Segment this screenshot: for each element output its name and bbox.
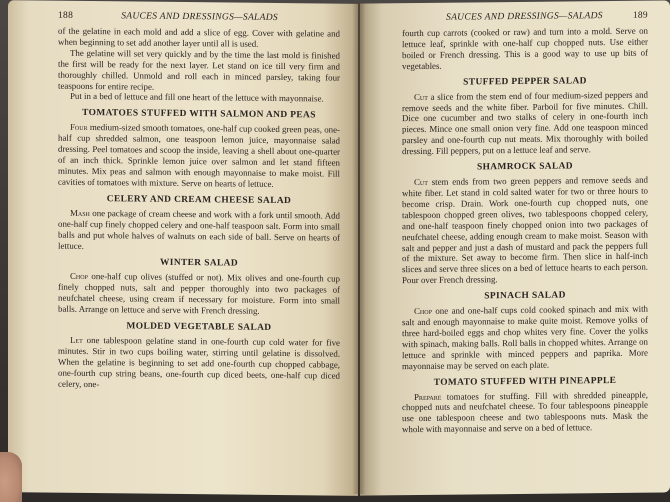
left-page-header bbox=[58, 11, 340, 24]
right-page bbox=[360, 0, 670, 495]
running-head: SAUCES AND DRESSINGS—SALADS bbox=[121, 11, 278, 23]
recipe-lead-word: Mash bbox=[70, 207, 90, 218]
recipe-title: STUFFED PEPPER SALAD bbox=[463, 75, 587, 88]
recipe-lead-word: Let bbox=[70, 334, 83, 345]
recipe-title: SPINACH SALAD bbox=[484, 290, 566, 302]
recipe-body bbox=[402, 175, 648, 287]
recipe-body bbox=[402, 304, 648, 372]
recipe-text: one and one-half cups cold cooked spinach and mix with salt and enough mayonnaise to make quite moist. Remove yolks of three hard-boiled eggs and chop whites very fine. Cover the yolks with spinach, making balls. Roll balls in chopped whites. Arrange on lettuce and sprinkle with minced peppers and paprika. More mayonnaise may be served on each plate. bbox=[402, 303, 648, 371]
recipe-text: medium-sized smooth tomatoes, one-half cup cooked green peas, one-half cup shredded salmon, one teaspoon lemon juice, mayonnaise salad dressing. Peel tomatoes and scoop the inside, leaving a shell about one-quarter of an inch thick. Sprinkle lemon juice over salmon and let stand fifteen minutes. Mix peas and salmon with enough mayonnaise to make moist. Fill cavities of tomatoes with mixture. Serve on hearts of lettuce. bbox=[58, 122, 340, 189]
recipe-lead-word: Prepare bbox=[414, 391, 442, 402]
paragraph: Put in a bed of lettuce and fill one heart of the lettuce with mayonnaise. bbox=[70, 91, 324, 104]
recipe-title: WINTER SALAD bbox=[160, 258, 238, 269]
recipe-body bbox=[58, 207, 340, 254]
paragraph: fourth cup carrots (cooked or raw) and turn into a mold. Serve on lettuce leaf, sprinkle with one-half cup chopped nuts. Use either boiled or French dressing. This is a good way to use up bits of vegetables. bbox=[402, 25, 648, 71]
recipe-body bbox=[58, 335, 340, 392]
recipe-title: TOMATOES STUFFED WITH SALMON AND PEAS bbox=[82, 108, 316, 121]
paragraph: The gelatine will set very quickly and by the time the last mold is finished the first will be ready for the next layer. Let stand on ice till very firm and thoroughly chilled. Unmold and roll each in minced parsley, taking four teaspoons for entire recipe. bbox=[58, 47, 340, 92]
running-head: SAUCES AND DRESSINGS—SALADS bbox=[446, 11, 603, 23]
recipe-body bbox=[58, 271, 340, 318]
recipe-body bbox=[402, 389, 648, 435]
recipe-title: SHAMROCK SALAD bbox=[477, 161, 573, 173]
recipe-text: one tablespoon gelatine stand in one-fourth cup cold water for five minutes. Stir in two cups boiling water, stirring until gelatine is dissolved. When the gelatine is beginning to set add one-fourth cup chopped cabbage, one-fourth cup string beans, one-fourth cup diced beets, one-half cup diced celery, one- bbox=[58, 334, 340, 389]
page-number: 189 bbox=[632, 10, 648, 21]
recipe-text: tomatoes for stuffing. Fill with shredded pineapple, chopped nuts and neufchatel cheese. To four tablespoons pineapple use one tablespoon cheese and two tablespoons nuts. Mask the whole with mayonnaise and serve on a bed of lettuce. bbox=[402, 389, 648, 435]
recipe-lead-word: Cut bbox=[414, 91, 428, 102]
page-number: 188 bbox=[58, 10, 74, 21]
recipe-title: CELERY AND CREAM CHEESE SALAD bbox=[106, 193, 292, 206]
right-page-header bbox=[402, 11, 648, 24]
paragraph: of the gelatine in each mold and add a slice of egg. Cover with gelatine and when beginning to set add another layer until all is used. bbox=[58, 25, 340, 49]
recipe-lead-word: Chop bbox=[414, 305, 432, 317]
open-book bbox=[8, 2, 670, 494]
recipe-text: one package of cream cheese and work with a fork until smooth. Add one-half cup finely chopped celery and one-half teaspoon salt. Form into small balls and put whole halves of walnuts on each side of ball. Serve on hearts of lettuce. bbox=[58, 207, 340, 251]
recipe-text: a slice from the stem end of four medium-sized peppers and remove seeds and the white fiber. Parboil for five minutes. Chill. Dice one cucumber and two stalks of celery in one-fourth inch pieces. Mince one small onion very fine. Add one teaspoon minced parsley and one-fourth cup nut meats. Mix thoroughly with boiled dressing. Fill peppers, put on a lettuce leaf and serve. bbox=[402, 89, 648, 157]
recipe-lead-word: Four bbox=[70, 122, 88, 133]
recipe-text: stem ends from two green peppers and remove seeds and white fiber. Let stand in cold salted water for two or three hours to become crisp. Drain. Work one-fourth cup chopped nuts, one tablespoon chopped green olives, two tablespoons chopped celery, and one-half teaspoon finely chopped onion into two packages of neufchatel cheese, adding enough cream to make moist. Season with salt and pepper and just a dash of mustard and pack the peppers full of the mixture. Set away to become firm. Then slice in half-inch slices and serve three slices on a bed of lettuce hearts to each person. Pour over French dressing. bbox=[402, 174, 648, 286]
recipe-text: one-half cup olives (stuffed or not). Mix olives and one-fourth cup finely chopped nuts, salt and pepper thoroughly into two packages of neufchatel cheese, using cream if necessary for moisture. Form into small balls. Arrange on lettuce and serve with French dressing. bbox=[58, 271, 340, 316]
book-gutter bbox=[352, 2, 366, 494]
recipe-title: MOLDED VEGETABLE SALAD bbox=[126, 321, 272, 333]
thumb bbox=[0, 452, 22, 502]
left-page bbox=[8, 0, 358, 496]
recipe-lead-word: Cut bbox=[414, 176, 428, 188]
recipe-body bbox=[402, 89, 648, 157]
recipe-title: TOMATO STUFFED WITH PINEAPPLE bbox=[433, 375, 617, 388]
recipe-body bbox=[58, 122, 340, 190]
recipe-lead-word: Chop bbox=[70, 271, 88, 282]
